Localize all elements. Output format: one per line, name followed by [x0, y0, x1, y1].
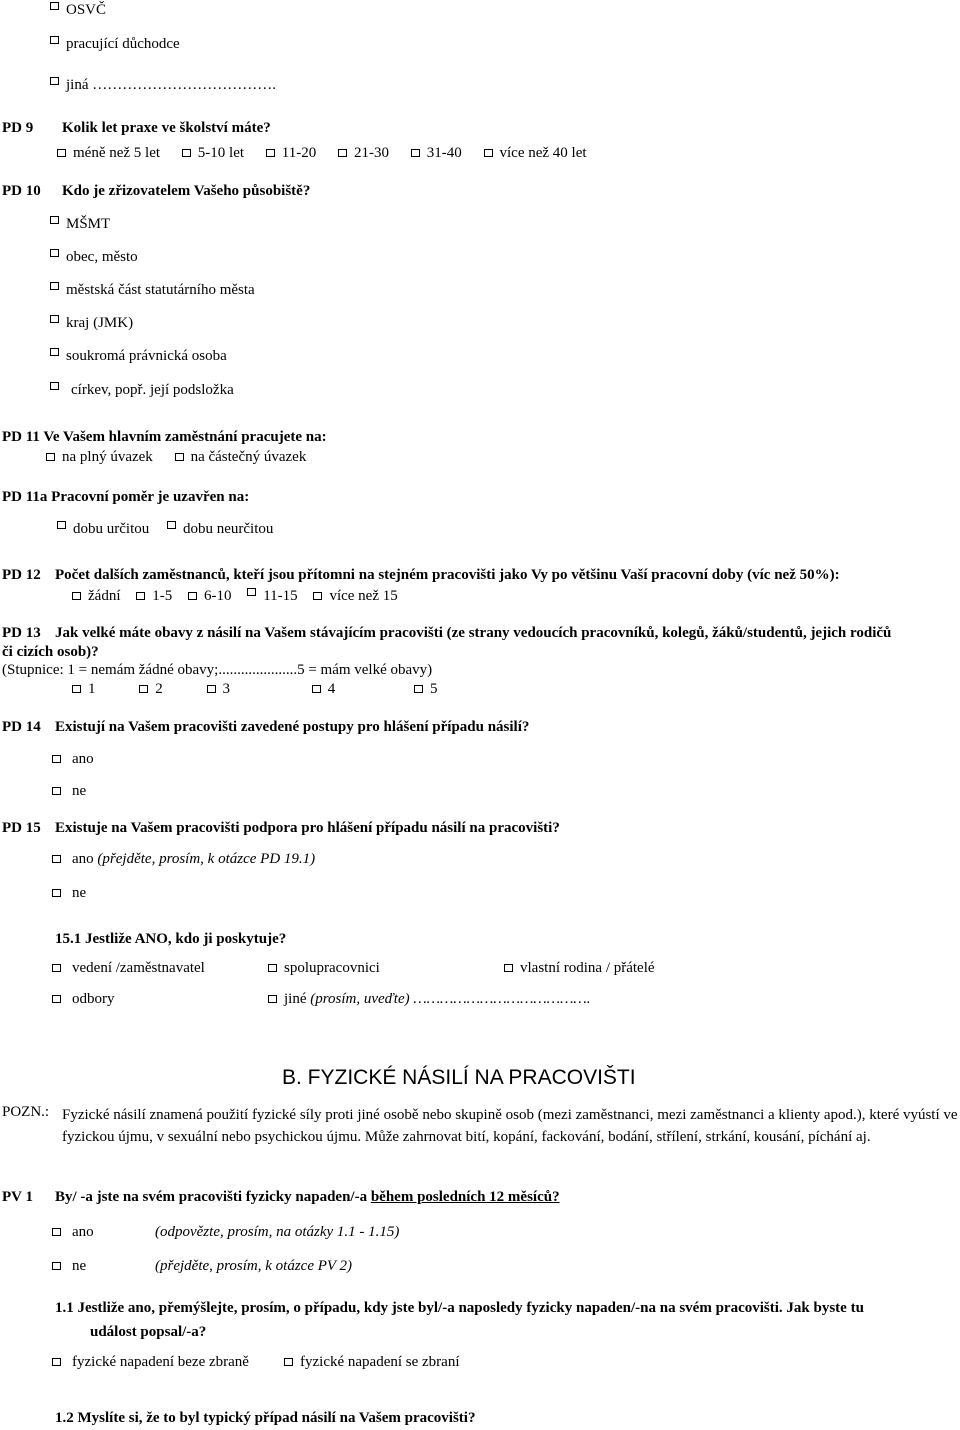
checkbox-icon[interactable]: [57, 521, 66, 529]
question-text: Existují na Vašem pracovišti zavedené postupy pro hlášení případu násilí?: [55, 719, 530, 735]
question-text: 1.2 Myslíte si, že to byl typický případ násilí na Vašem pracovišti?: [55, 1410, 476, 1426]
option[interactable]: 6-10: [188, 588, 232, 605]
checkbox-icon[interactable]: [46, 453, 55, 461]
checkbox-icon[interactable]: [50, 216, 59, 224]
checkbox-icon[interactable]: [50, 315, 59, 323]
question-text: Existuje na Vašem pracovišti podpora pro hlášení případu násilí na pracovišti?: [55, 820, 560, 836]
option[interactable]: 5-10 let: [182, 145, 244, 162]
option[interactable]: vlastní rodina / přátelé: [504, 960, 655, 977]
option-row: [57, 145, 605, 162]
scale-note: (Stupnice: 1 = nemám žádné obavy;.....................5 = mám velké obavy): [2, 662, 433, 678]
checkbox-icon[interactable]: [50, 2, 59, 10]
option[interactable]: více než 40 let: [484, 145, 587, 162]
option-other[interactable]: jiné (prosím, uveďte) ………………………………….: [268, 991, 591, 1008]
option-row: [72, 588, 416, 605]
question-number: PD 10: [2, 183, 41, 199]
option[interactable]: 4: [312, 681, 336, 698]
checkbox-icon[interactable]: [50, 282, 59, 290]
option-note: (přejděte, prosím, k otázce PV 2): [155, 1258, 353, 1274]
checkbox-icon[interactable]: [182, 149, 191, 157]
option-pracujici-duchodce[interactable]: pracující důchodce: [50, 36, 180, 53]
question-text: 15.1 Jestliže ANO, kdo ji poskytuje?: [55, 931, 287, 947]
question-text: Kdo je zřizovatelem Vašeho působiště?: [62, 183, 311, 199]
checkbox-icon[interactable]: [50, 36, 59, 44]
option[interactable]: ne: [52, 885, 86, 902]
checkbox-icon[interactable]: [52, 1228, 61, 1236]
question-text: Jak velké máte obavy z násilí na Vašem stávajícím pracovišti (ze strany vedoucích pracovníků, kolegů, žáků/studentů, jejich rodičů: [55, 625, 892, 641]
option[interactable]: soukromá právnická osoba: [50, 348, 227, 365]
question-text: By/ -a jste na svém pracovišti fyzicky napaden/-a během posledních 12 měsíců?: [55, 1189, 560, 1205]
question-number: PD 15: [2, 820, 41, 836]
checkbox-icon[interactable]: [414, 685, 423, 693]
option[interactable]: 11-20: [266, 145, 316, 162]
question-text: PD 11a Pracovní poměr je uzavřen na:: [2, 489, 250, 505]
checkbox-icon[interactable]: [52, 787, 61, 795]
question-text: PD 11 Ve Vašem hlavním zaměstnání pracujete na:: [2, 429, 327, 445]
checkbox-icon[interactable]: [188, 592, 197, 600]
checkbox-icon[interactable]: [50, 249, 59, 257]
checkbox-icon[interactable]: [175, 453, 184, 461]
checkbox-icon[interactable]: [167, 521, 176, 529]
checkbox-icon[interactable]: [312, 685, 321, 693]
option[interactable]: více než 15: [313, 588, 397, 605]
checkbox-icon[interactable]: [411, 149, 420, 157]
checkbox-icon[interactable]: [268, 995, 277, 1003]
option[interactable]: 3: [207, 681, 231, 698]
checkbox-icon[interactable]: [50, 348, 59, 356]
option[interactable]: městská část statutárního města: [50, 282, 255, 299]
option[interactable]: méně než 5 let: [57, 145, 160, 162]
option[interactable]: 1-5: [136, 588, 172, 605]
checkbox-icon[interactable]: [72, 592, 81, 600]
option[interactable]: vedení /zaměstnavatel: [52, 960, 205, 977]
option[interactable]: odbory: [52, 991, 115, 1008]
option[interactable]: ano (přejděte, prosím, k otázce PD 19.1): [52, 851, 315, 868]
option[interactable]: kraj (JMK): [50, 315, 133, 332]
option[interactable]: na částečný úvazek: [175, 449, 307, 466]
note-text: Fyzické násilí znamená použití fyzické síly proti jiné osobě nebo skupině osob (mezi zaměstnanci, mezi zaměstnanci a klienty apod.), které vyústí ve fyzickou újmu, v sexuální nebo psychickou újmu. Může zahrnovat bití, kopání, fackování, bodání, střílení, strkání, kousání, píchání aj.: [62, 1107, 958, 1145]
option-row: [72, 681, 456, 698]
checkbox-icon[interactable]: [57, 149, 66, 157]
option[interactable]: 21-30: [338, 145, 389, 162]
option-osvc[interactable]: OSVČ: [50, 2, 106, 19]
option[interactable]: ano: [52, 1224, 94, 1241]
option[interactable]: 5: [414, 681, 438, 698]
option-note: (odpovězte, prosím, na otázky 1.1 - 1.15): [155, 1224, 400, 1240]
option[interactable]: ne: [52, 783, 86, 800]
checkbox-icon[interactable]: [72, 685, 81, 693]
checkbox-icon[interactable]: [284, 1358, 293, 1366]
checkbox-icon[interactable]: [50, 382, 59, 390]
checkbox-icon[interactable]: [50, 77, 59, 85]
checkbox-icon[interactable]: [207, 685, 216, 693]
checkbox-icon[interactable]: [52, 755, 61, 763]
question-number: PD 12: [2, 567, 41, 583]
option[interactable]: fyzické napadení se zbraní: [284, 1354, 460, 1371]
question-number: PV 1: [2, 1189, 33, 1205]
option[interactable]: dobu určitou: [57, 521, 149, 538]
checkbox-icon[interactable]: [52, 1358, 61, 1366]
checkbox-icon[interactable]: [52, 1262, 61, 1270]
option[interactable]: fyzické napadení beze zbraně: [52, 1354, 249, 1371]
option[interactable]: na plný úvazek: [46, 449, 153, 466]
option[interactable]: 2: [139, 681, 163, 698]
section-title: B. FYZICKÉ NÁSILÍ NA PRACOVIŠTI: [282, 1066, 636, 1089]
option[interactable]: žádní: [72, 588, 120, 605]
option[interactable]: ne: [52, 1258, 86, 1275]
option[interactable]: MŠMT: [50, 216, 110, 233]
option[interactable]: ano: [52, 751, 94, 768]
question-number: PD 13: [2, 625, 41, 641]
checkbox-icon[interactable]: [504, 964, 513, 972]
option-row: [57, 521, 291, 538]
checkbox-icon[interactable]: [52, 889, 61, 897]
option[interactable]: obec, město: [50, 249, 138, 266]
question-number: PD 9: [2, 120, 34, 136]
checkbox-icon[interactable]: [247, 588, 256, 596]
checkbox-icon[interactable]: [52, 855, 61, 863]
option-jina[interactable]: jiná ……………………………….: [50, 77, 276, 94]
checkbox-icon[interactable]: [266, 149, 275, 157]
question-text-cont: událost popsal/-a?: [90, 1324, 207, 1340]
option[interactable]: spolupracovnici: [268, 960, 380, 977]
checkbox-icon[interactable]: [338, 149, 347, 157]
question-number: PD 14: [2, 719, 41, 735]
option[interactable]: 1: [72, 681, 96, 698]
checkbox-icon[interactable]: [268, 964, 277, 972]
option[interactable]: 31-40: [411, 145, 462, 162]
checkbox-icon[interactable]: [139, 685, 148, 693]
checkbox-icon[interactable]: [52, 995, 61, 1003]
question-text-cont: či cizích osob)?: [2, 644, 99, 660]
option-row: [46, 449, 324, 466]
checkbox-icon[interactable]: [136, 592, 145, 600]
checkbox-icon[interactable]: [484, 149, 493, 157]
option[interactable]: 11-15: [247, 588, 297, 605]
checkbox-icon[interactable]: [52, 964, 61, 972]
question-text: Počet dalších zaměstnanců, kteří jsou přítomni na stejném pracovišti jako Vy po většinu Vaší pracovní doby (víc než 50%):: [55, 567, 840, 583]
checkbox-icon[interactable]: [313, 592, 322, 600]
question-text: 1.1 Jestliže ano, přemýšlejte, prosím, o případu, kdy jste byl/-a naposledy fyzicky napaden/-na na svém pracovišti. Jak byste tu: [55, 1300, 864, 1316]
option[interactable]: dobu neurčitou: [167, 521, 273, 538]
note-label: POZN.:: [2, 1104, 50, 1120]
option[interactable]: církev, popř. její podsložka: [50, 382, 234, 399]
question-text: Kolik let praxe ve školství máte?: [62, 120, 271, 136]
